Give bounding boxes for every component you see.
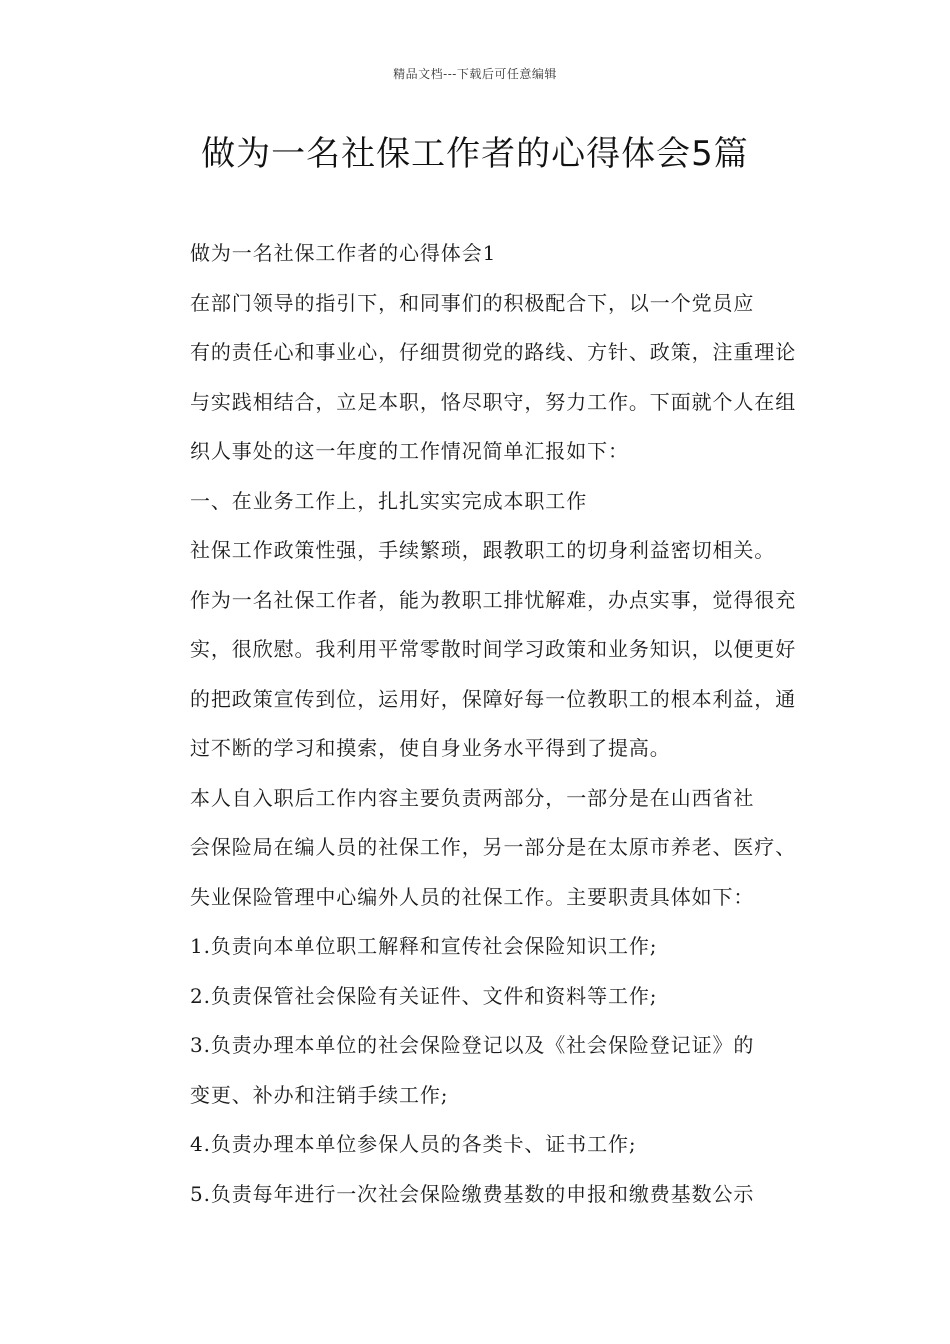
text-line: 会保险局在编人员的社保工作，另一部分是在太原市养老、医疗、	[190, 835, 797, 859]
text-line: 1.负责向本单位职工解释和宣传社会保险知识工作;	[190, 934, 658, 958]
text-line: 实，很欣慰。我利用平常零散时间学习政策和业务知识，以便更好	[190, 637, 797, 661]
text-line: 织人事处的这一年度的工作情况简单汇报如下：	[190, 439, 629, 463]
paragraph-2	[144, 526, 808, 774]
list-item-5	[144, 1170, 808, 1220]
text-line: 在部门领导的指引下，和同事们的积极配合下，以一个党员应	[190, 290, 755, 315]
subtitle	[144, 229, 808, 279]
text-line: 有的责任心和事业心，仔细贯彻党的路线、方针、政策，注重理论	[190, 340, 797, 364]
header-note: 精品文档---下载后可任意编辑	[393, 67, 557, 81]
paragraph-3	[144, 774, 808, 923]
text-line: 与实践相结合，立足本职，恪尽职守，努力工作。下面就个人在组	[190, 389, 797, 414]
list-item-2	[144, 972, 808, 1022]
text-line: 4.负责办理本单位参保人员的各类卡、证书工作;	[190, 1132, 637, 1156]
text-line: 2.负责保管社会保险有关证件、文件和资料等工作;	[190, 983, 658, 1008]
section-heading-1	[144, 477, 808, 527]
document-title: 做为一名社保工作者的心得体会5篇	[201, 134, 749, 174]
document-body	[144, 229, 808, 1219]
list-item-3	[144, 1021, 808, 1120]
text-line: 3.负责办理本单位的社会保险登记以及《社会保险登记证》的	[190, 1033, 755, 1057]
text-line: 本人自入职后工作内容主要负责两部分，一部分是在山西省社	[190, 785, 755, 810]
text-line: 做为一名社保工作者的心得体会1	[190, 241, 497, 265]
text-line: 一、在业务工作上，扎扎实实完成本职工作	[190, 488, 588, 513]
text-line: 过不断的学习和摸索，使自身业务水平得到了提高。	[190, 736, 671, 760]
text-line: 5.负责每年进行一次社会保险缴费基数的申报和缴费基数公示	[190, 1181, 755, 1206]
text-line: 作为一名社保工作者，能为教职工排忧解难，办点实事，觉得很充	[190, 587, 797, 612]
text-line: 的把政策宣传到位，运用好，保障好每一位教职工的根本利益，通	[190, 686, 797, 711]
paragraph-intro	[144, 279, 808, 477]
text-line: 变更、补办和注销手续工作;	[190, 1082, 449, 1107]
list-item-1	[144, 922, 808, 972]
text-line: 社保工作政策性强，手续繁琐，跟教职工的切身利益密切相关。	[190, 538, 776, 562]
list-item-4	[144, 1120, 808, 1170]
text-line: 失业保险管理中心编外人员的社保工作。主要职责具体如下：	[190, 884, 755, 909]
